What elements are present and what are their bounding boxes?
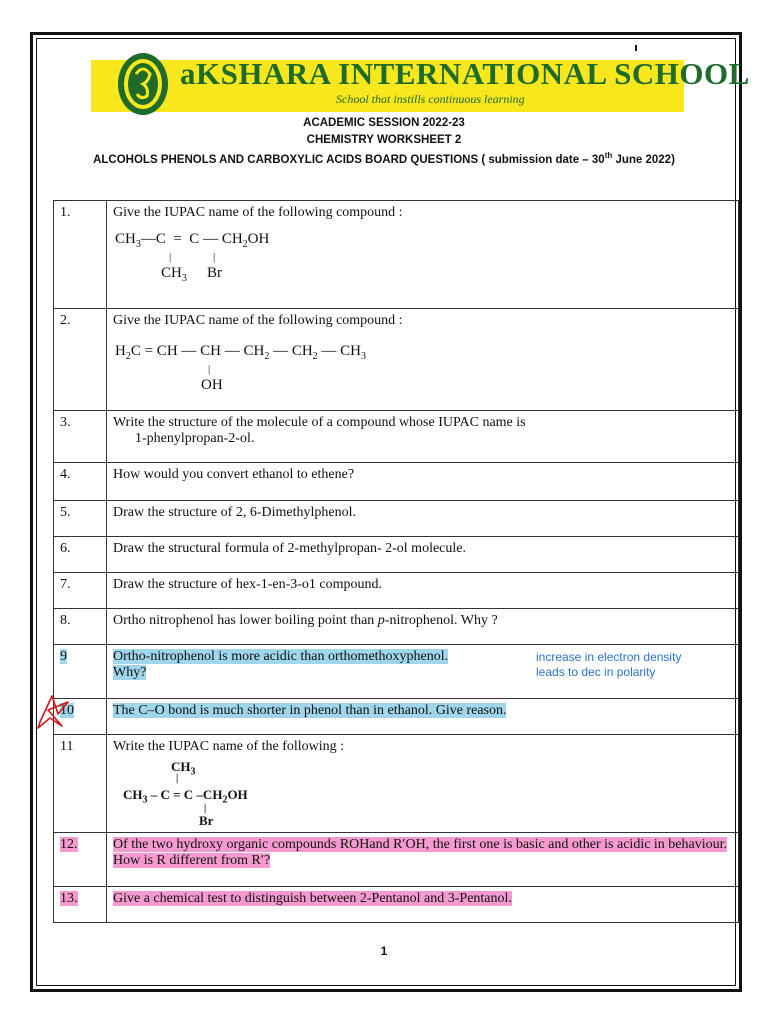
question-cell (107, 833, 739, 887)
question-text: Draw the structure of 2, 6-Dimethylphenol. (107, 501, 739, 537)
question-row (54, 501, 739, 537)
structure-q2: $H_2C$ = CH — CH — $CH_2$ — $CH_2$ — $CH_3$ | OH (115, 343, 367, 393)
question-number: 13. (54, 887, 107, 923)
question-text: How would you convert ethanol to ethene? (107, 463, 739, 501)
question-row (54, 735, 739, 833)
question-row (54, 201, 739, 309)
question-number: 6. (54, 537, 107, 573)
question-row (54, 411, 739, 463)
worksheet-title: CHEMISTRY WORKSHEET 2 (306, 134, 462, 146)
red-star-mark-icon (32, 692, 72, 730)
question-text: Of the two hydroxy organic compounds ROHand R′OH, the first one is basic and other is acidic in behaviour. How is R different from R′? (113, 837, 728, 868)
question-text: Give the IUPAC name of the following compound : (113, 205, 403, 220)
school-name: aKSHARA INTERNATIONAL SCHOOL (180, 56, 750, 91)
question-cell (107, 699, 739, 735)
question-row (54, 833, 739, 887)
question-cell (107, 309, 739, 411)
question-number: 1. (54, 201, 107, 309)
question-text: Write the IUPAC name of the following : (113, 739, 345, 754)
question-row (54, 463, 739, 501)
question-text: Ortho-nitrophenol is more acidic than orthomethoxyphenol. (113, 649, 449, 664)
question-text: The C–O bond is much shorter in phenol than in ethanol. Give reason. (113, 703, 507, 718)
handwritten-annotation: increase in electron density leads to dec in polarity (536, 650, 682, 679)
question-number: 7. (54, 573, 107, 609)
question-text: Draw the structural formula of 2-methylpropan- 2-ol molecule. (107, 537, 739, 573)
question-row (54, 609, 739, 645)
question-cell (107, 201, 739, 309)
question-text: Write the structure of the molecule of a compound whose IUPAC name is (113, 415, 526, 430)
question-row (54, 699, 739, 735)
question-number: 10 (54, 699, 107, 735)
question-cell (107, 887, 739, 923)
question-cell (107, 735, 739, 833)
school-tagline: School that instills continuous learning (336, 92, 525, 106)
question-number: 8. (54, 609, 107, 645)
question-number: 2. (54, 309, 107, 411)
question-cell (107, 411, 739, 463)
structure-q1: $CH_3—C = C$ — $CH_2OH$ | | $CH_3$ Br (115, 231, 270, 284)
question-text-line2: Why? (113, 665, 147, 680)
structure-q11: $CH_3$ | $CH_3 - C = C$ $-CH_2OH$ | Br (123, 759, 248, 828)
question-text: Give the IUPAC name of the following compound : (113, 313, 403, 328)
question-text-line2: 1-phenylpropan-2-ol. (135, 431, 255, 446)
page-number: 1 (380, 944, 388, 958)
worksheet-topic: ALCOHOLS PHENOLS AND CARBOXYLIC ACIDS BOARD QUESTIONS ( submission date – 30th June 2022) (93, 151, 675, 166)
question-row (54, 573, 739, 609)
question-number: 11 (54, 735, 107, 833)
question-number: 4. (54, 463, 107, 501)
academic-session: ACADEMIC SESSION 2022-23 (303, 117, 465, 129)
stray-mark (635, 45, 637, 51)
question-row (54, 309, 739, 411)
question-number: 12. (54, 833, 107, 887)
school-logo-icon (114, 44, 172, 118)
question-number: 9 (54, 645, 107, 699)
question-number: 5. (54, 501, 107, 537)
question-row (54, 537, 739, 573)
questions-table (53, 200, 739, 923)
question-cell: Ortho nitrophenol has lower boiling point than p-nitrophenol. Why ? (107, 609, 739, 645)
question-number: 3. (54, 411, 107, 463)
question-row (54, 887, 739, 923)
question-text: Give a chemical test to distinguish between 2-Pentanol and 3-Pentanol. (113, 891, 512, 906)
question-text: Draw the structure of hex-1-en-3-o1 compound. (107, 573, 739, 609)
